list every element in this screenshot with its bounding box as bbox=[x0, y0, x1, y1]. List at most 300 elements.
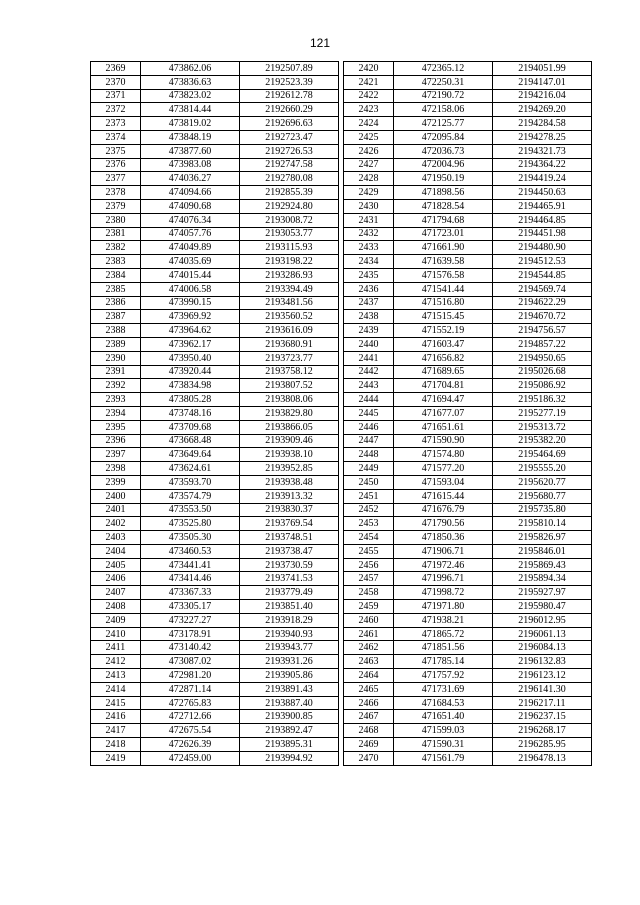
table-row bbox=[91, 462, 339, 476]
y-coordinate-cell: 2192507.89 bbox=[240, 62, 339, 76]
point-number-cell: 2370 bbox=[91, 75, 141, 89]
point-number-cell: 2372 bbox=[91, 103, 141, 117]
y-coordinate-cell: 2193008.72 bbox=[240, 213, 339, 227]
point-number-cell: 2382 bbox=[91, 241, 141, 255]
y-coordinate-cell: 2193866.05 bbox=[240, 420, 339, 434]
y-coordinate-cell: 2196478.13 bbox=[493, 751, 592, 765]
x-coordinate-cell: 472095.84 bbox=[394, 130, 493, 144]
point-number-cell: 2386 bbox=[91, 296, 141, 310]
table-row bbox=[91, 627, 339, 641]
table-row bbox=[344, 172, 592, 186]
point-number-cell: 2407 bbox=[91, 586, 141, 600]
table-row bbox=[344, 751, 592, 765]
x-coordinate-cell: 474094.66 bbox=[141, 186, 240, 200]
table-row bbox=[344, 613, 592, 627]
x-coordinate-cell: 471794.68 bbox=[394, 213, 493, 227]
table-row bbox=[344, 489, 592, 503]
y-coordinate-cell: 2193198.22 bbox=[240, 255, 339, 269]
y-coordinate-cell: 2194321.73 bbox=[493, 144, 592, 158]
x-coordinate-cell: 473748.16 bbox=[141, 406, 240, 420]
y-coordinate-cell: 2196132.83 bbox=[493, 655, 592, 669]
point-number-cell: 2459 bbox=[344, 600, 394, 614]
y-coordinate-cell: 2194419.24 bbox=[493, 172, 592, 186]
point-number-cell: 2418 bbox=[91, 738, 141, 752]
point-number-cell: 2436 bbox=[344, 282, 394, 296]
x-coordinate-cell: 473649.64 bbox=[141, 448, 240, 462]
table-row bbox=[344, 503, 592, 517]
table-row bbox=[344, 89, 592, 103]
x-coordinate-cell: 471661.90 bbox=[394, 241, 493, 255]
y-coordinate-cell: 2194857.22 bbox=[493, 337, 592, 351]
y-coordinate-cell: 2194216.04 bbox=[493, 89, 592, 103]
y-coordinate-cell: 2196012.95 bbox=[493, 613, 592, 627]
point-number-cell: 2404 bbox=[91, 544, 141, 558]
x-coordinate-cell: 474049.89 bbox=[141, 241, 240, 255]
x-coordinate-cell: 474090.68 bbox=[141, 199, 240, 213]
point-number-cell: 2391 bbox=[91, 365, 141, 379]
table-row bbox=[91, 351, 339, 365]
table-row bbox=[344, 158, 592, 172]
y-coordinate-cell: 2195826.97 bbox=[493, 531, 592, 545]
point-number-cell: 2395 bbox=[91, 420, 141, 434]
y-coordinate-cell: 2193913.32 bbox=[240, 489, 339, 503]
y-coordinate-cell: 2193481.56 bbox=[240, 296, 339, 310]
x-coordinate-cell: 471639.58 bbox=[394, 255, 493, 269]
page-number: 121 bbox=[309, 36, 331, 50]
table-row bbox=[91, 682, 339, 696]
x-coordinate-cell: 473460.53 bbox=[141, 544, 240, 558]
y-coordinate-cell: 2195555.20 bbox=[493, 462, 592, 476]
y-coordinate-cell: 2194670.72 bbox=[493, 310, 592, 324]
table-row bbox=[91, 475, 339, 489]
x-coordinate-cell: 473553.50 bbox=[141, 503, 240, 517]
point-number-cell: 2394 bbox=[91, 406, 141, 420]
point-number-cell: 2448 bbox=[344, 448, 394, 462]
y-coordinate-cell: 2193895.31 bbox=[240, 738, 339, 752]
point-number-cell: 2451 bbox=[344, 489, 394, 503]
table-row bbox=[344, 655, 592, 669]
point-number-cell: 2455 bbox=[344, 544, 394, 558]
y-coordinate-cell: 2194284.58 bbox=[493, 117, 592, 131]
point-number-cell: 2437 bbox=[344, 296, 394, 310]
y-coordinate-cell: 2193909.46 bbox=[240, 434, 339, 448]
table-row bbox=[91, 669, 339, 683]
y-coordinate-cell: 2196141.30 bbox=[493, 682, 592, 696]
point-number-cell: 2371 bbox=[91, 89, 141, 103]
point-number-cell: 2469 bbox=[344, 738, 394, 752]
table-row bbox=[91, 268, 339, 282]
point-number-cell: 2405 bbox=[91, 558, 141, 572]
y-coordinate-cell: 2195086.92 bbox=[493, 379, 592, 393]
table-row bbox=[344, 406, 592, 420]
point-number-cell: 2465 bbox=[344, 682, 394, 696]
point-number-cell: 2377 bbox=[91, 172, 141, 186]
x-coordinate-cell: 473140.42 bbox=[141, 641, 240, 655]
y-coordinate-cell: 2195382.20 bbox=[493, 434, 592, 448]
x-coordinate-cell: 473668.48 bbox=[141, 434, 240, 448]
y-coordinate-cell: 2193680.91 bbox=[240, 337, 339, 351]
y-coordinate-cell: 2193748.51 bbox=[240, 531, 339, 545]
point-number-cell: 2376 bbox=[91, 158, 141, 172]
table-row bbox=[344, 351, 592, 365]
table-row bbox=[344, 448, 592, 462]
y-coordinate-cell: 2194051.99 bbox=[493, 62, 592, 76]
y-coordinate-cell: 2193738.47 bbox=[240, 544, 339, 558]
y-coordinate-cell: 2193994.92 bbox=[240, 751, 339, 765]
table-row bbox=[91, 172, 339, 186]
y-coordinate-cell: 2193905.86 bbox=[240, 669, 339, 683]
x-coordinate-cell: 471704.81 bbox=[394, 379, 493, 393]
y-coordinate-cell: 2195869.43 bbox=[493, 558, 592, 572]
x-coordinate-cell: 474035.69 bbox=[141, 255, 240, 269]
table-row bbox=[91, 89, 339, 103]
y-coordinate-cell: 2193115.93 bbox=[240, 241, 339, 255]
y-coordinate-cell: 2195680.77 bbox=[493, 489, 592, 503]
x-coordinate-cell: 471577.20 bbox=[394, 462, 493, 476]
table-row bbox=[91, 710, 339, 724]
point-number-cell: 2373 bbox=[91, 117, 141, 131]
y-coordinate-cell: 2193616.09 bbox=[240, 324, 339, 338]
x-coordinate-cell: 474036.27 bbox=[141, 172, 240, 186]
table-row bbox=[344, 117, 592, 131]
y-coordinate-cell: 2193938.10 bbox=[240, 448, 339, 462]
y-coordinate-cell: 2193741.53 bbox=[240, 572, 339, 586]
table-row bbox=[91, 213, 339, 227]
x-coordinate-cell: 472190.72 bbox=[394, 89, 493, 103]
y-coordinate-cell: 2192726.53 bbox=[240, 144, 339, 158]
x-coordinate-cell: 471541.44 bbox=[394, 282, 493, 296]
point-number-cell: 2426 bbox=[344, 144, 394, 158]
point-number-cell: 2428 bbox=[344, 172, 394, 186]
table-row bbox=[91, 696, 339, 710]
point-number-cell: 2458 bbox=[344, 586, 394, 600]
point-number-cell: 2411 bbox=[91, 641, 141, 655]
point-number-cell: 2410 bbox=[91, 627, 141, 641]
x-coordinate-cell: 471561.79 bbox=[394, 751, 493, 765]
table-row bbox=[91, 241, 339, 255]
y-coordinate-cell: 2193887.40 bbox=[240, 696, 339, 710]
table-row bbox=[344, 213, 592, 227]
point-number-cell: 2374 bbox=[91, 130, 141, 144]
y-coordinate-cell: 2193053.77 bbox=[240, 227, 339, 241]
point-number-cell: 2406 bbox=[91, 572, 141, 586]
table-row bbox=[91, 572, 339, 586]
table-row bbox=[91, 199, 339, 213]
table-row bbox=[344, 324, 592, 338]
point-number-cell: 2383 bbox=[91, 255, 141, 269]
x-coordinate-cell: 473920.44 bbox=[141, 365, 240, 379]
point-number-cell: 2461 bbox=[344, 627, 394, 641]
point-number-cell: 2415 bbox=[91, 696, 141, 710]
y-coordinate-cell: 2193938.48 bbox=[240, 475, 339, 489]
table-row bbox=[91, 186, 339, 200]
x-coordinate-cell: 471590.90 bbox=[394, 434, 493, 448]
x-coordinate-cell: 471593.04 bbox=[394, 475, 493, 489]
table-row bbox=[91, 724, 339, 738]
x-coordinate-cell: 471865.72 bbox=[394, 627, 493, 641]
point-number-cell: 2449 bbox=[344, 462, 394, 476]
x-coordinate-cell: 473862.06 bbox=[141, 62, 240, 76]
point-number-cell: 2464 bbox=[344, 669, 394, 683]
x-coordinate-cell: 473834.98 bbox=[141, 379, 240, 393]
point-number-cell: 2388 bbox=[91, 324, 141, 338]
x-coordinate-cell: 473990.15 bbox=[141, 296, 240, 310]
table-row bbox=[91, 103, 339, 117]
y-coordinate-cell: 2193758.12 bbox=[240, 365, 339, 379]
table-row bbox=[344, 544, 592, 558]
x-coordinate-cell: 474015.44 bbox=[141, 268, 240, 282]
point-number-cell: 2438 bbox=[344, 310, 394, 324]
y-coordinate-cell: 2193829.80 bbox=[240, 406, 339, 420]
point-number-cell: 2420 bbox=[344, 62, 394, 76]
y-coordinate-cell: 2195980.47 bbox=[493, 600, 592, 614]
y-coordinate-cell: 2193286.93 bbox=[240, 268, 339, 282]
x-coordinate-cell: 471694.47 bbox=[394, 393, 493, 407]
table-row bbox=[91, 600, 339, 614]
x-coordinate-cell: 471651.40 bbox=[394, 710, 493, 724]
point-number-cell: 2467 bbox=[344, 710, 394, 724]
table-row bbox=[344, 393, 592, 407]
x-coordinate-cell: 473505.30 bbox=[141, 531, 240, 545]
y-coordinate-cell: 2195735.80 bbox=[493, 503, 592, 517]
x-coordinate-cell: 473950.40 bbox=[141, 351, 240, 365]
y-coordinate-cell: 2193723.77 bbox=[240, 351, 339, 365]
point-number-cell: 2442 bbox=[344, 365, 394, 379]
point-number-cell: 2396 bbox=[91, 434, 141, 448]
x-coordinate-cell: 471731.69 bbox=[394, 682, 493, 696]
y-coordinate-cell: 2194622.29 bbox=[493, 296, 592, 310]
x-coordinate-cell: 473414.46 bbox=[141, 572, 240, 586]
point-number-cell: 2412 bbox=[91, 655, 141, 669]
y-coordinate-cell: 2196237.15 bbox=[493, 710, 592, 724]
x-coordinate-cell: 473624.61 bbox=[141, 462, 240, 476]
x-coordinate-cell: 472712.66 bbox=[141, 710, 240, 724]
x-coordinate-cell: 473593.70 bbox=[141, 475, 240, 489]
y-coordinate-cell: 2193940.93 bbox=[240, 627, 339, 641]
table-row bbox=[344, 738, 592, 752]
y-coordinate-cell: 2195810.14 bbox=[493, 517, 592, 531]
point-number-cell: 2393 bbox=[91, 393, 141, 407]
y-coordinate-cell: 2193730.59 bbox=[240, 558, 339, 572]
y-coordinate-cell: 2192723.47 bbox=[240, 130, 339, 144]
y-coordinate-cell: 2193892.47 bbox=[240, 724, 339, 738]
table-row bbox=[344, 282, 592, 296]
y-coordinate-cell: 2193779.49 bbox=[240, 586, 339, 600]
point-number-cell: 2446 bbox=[344, 420, 394, 434]
point-number-cell: 2429 bbox=[344, 186, 394, 200]
x-coordinate-cell: 472125.77 bbox=[394, 117, 493, 131]
y-coordinate-cell: 2195186.32 bbox=[493, 393, 592, 407]
x-coordinate-cell: 473305.17 bbox=[141, 600, 240, 614]
table-row bbox=[91, 227, 339, 241]
table-row bbox=[91, 517, 339, 531]
table-row bbox=[91, 406, 339, 420]
point-number-cell: 2380 bbox=[91, 213, 141, 227]
table-row bbox=[91, 324, 339, 338]
point-number-cell: 2468 bbox=[344, 724, 394, 738]
x-coordinate-cell: 471677.07 bbox=[394, 406, 493, 420]
y-coordinate-cell: 2194512.53 bbox=[493, 255, 592, 269]
y-coordinate-cell: 2192660.29 bbox=[240, 103, 339, 117]
x-coordinate-cell: 471590.31 bbox=[394, 738, 493, 752]
x-coordinate-cell: 474006.58 bbox=[141, 282, 240, 296]
point-number-cell: 2433 bbox=[344, 241, 394, 255]
x-coordinate-cell: 471972.46 bbox=[394, 558, 493, 572]
y-coordinate-cell: 2194950.65 bbox=[493, 351, 592, 365]
table-row bbox=[344, 517, 592, 531]
table-row bbox=[344, 627, 592, 641]
x-coordinate-cell: 471615.44 bbox=[394, 489, 493, 503]
table-row bbox=[91, 144, 339, 158]
point-number-cell: 2369 bbox=[91, 62, 141, 76]
point-number-cell: 2375 bbox=[91, 144, 141, 158]
point-number-cell: 2432 bbox=[344, 227, 394, 241]
x-coordinate-cell: 471938.21 bbox=[394, 613, 493, 627]
table-row bbox=[91, 586, 339, 600]
point-number-cell: 2434 bbox=[344, 255, 394, 269]
x-coordinate-cell: 472871.14 bbox=[141, 682, 240, 696]
x-coordinate-cell: 473836.63 bbox=[141, 75, 240, 89]
x-coordinate-cell: 471971.80 bbox=[394, 600, 493, 614]
x-coordinate-cell: 473227.27 bbox=[141, 613, 240, 627]
point-number-cell: 2454 bbox=[344, 531, 394, 545]
point-number-cell: 2390 bbox=[91, 351, 141, 365]
y-coordinate-cell: 2194450.63 bbox=[493, 186, 592, 200]
table-row bbox=[344, 420, 592, 434]
table-row bbox=[344, 586, 592, 600]
table-row bbox=[91, 62, 339, 76]
table-row bbox=[344, 75, 592, 89]
x-coordinate-cell: 473983.08 bbox=[141, 158, 240, 172]
y-coordinate-cell: 2192855.39 bbox=[240, 186, 339, 200]
point-number-cell: 2447 bbox=[344, 434, 394, 448]
table-row bbox=[344, 558, 592, 572]
y-coordinate-cell: 2195464.69 bbox=[493, 448, 592, 462]
y-coordinate-cell: 2195026.68 bbox=[493, 365, 592, 379]
table-row bbox=[91, 544, 339, 558]
table-row bbox=[91, 434, 339, 448]
x-coordinate-cell: 471851.56 bbox=[394, 641, 493, 655]
y-coordinate-cell: 2193952.85 bbox=[240, 462, 339, 476]
table-row bbox=[344, 186, 592, 200]
y-coordinate-cell: 2193900.85 bbox=[240, 710, 339, 724]
y-coordinate-cell: 2195620.77 bbox=[493, 475, 592, 489]
table-row bbox=[91, 393, 339, 407]
x-coordinate-cell: 471684.53 bbox=[394, 696, 493, 710]
x-coordinate-cell: 471574.80 bbox=[394, 448, 493, 462]
point-number-cell: 2378 bbox=[91, 186, 141, 200]
y-coordinate-cell: 2194364.22 bbox=[493, 158, 592, 172]
table-row bbox=[344, 462, 592, 476]
table-row bbox=[91, 158, 339, 172]
point-number-cell: 2470 bbox=[344, 751, 394, 765]
point-number-cell: 2427 bbox=[344, 158, 394, 172]
x-coordinate-cell: 472675.54 bbox=[141, 724, 240, 738]
x-coordinate-cell: 473814.44 bbox=[141, 103, 240, 117]
y-coordinate-cell: 2196061.13 bbox=[493, 627, 592, 641]
y-coordinate-cell: 2193769.54 bbox=[240, 517, 339, 531]
point-number-cell: 2400 bbox=[91, 489, 141, 503]
y-coordinate-cell: 2193560.52 bbox=[240, 310, 339, 324]
table-row bbox=[91, 489, 339, 503]
table-row bbox=[91, 751, 339, 765]
y-coordinate-cell: 2194464.85 bbox=[493, 213, 592, 227]
x-coordinate-cell: 472250.31 bbox=[394, 75, 493, 89]
y-coordinate-cell: 2194451.98 bbox=[493, 227, 592, 241]
y-coordinate-cell: 2192612.78 bbox=[240, 89, 339, 103]
point-number-cell: 2413 bbox=[91, 669, 141, 683]
x-coordinate-cell: 471689.65 bbox=[394, 365, 493, 379]
y-coordinate-cell: 2194544.85 bbox=[493, 268, 592, 282]
x-coordinate-cell: 473823.02 bbox=[141, 89, 240, 103]
x-coordinate-cell: 471898.56 bbox=[394, 186, 493, 200]
table-row bbox=[344, 475, 592, 489]
y-coordinate-cell: 2195313.72 bbox=[493, 420, 592, 434]
x-coordinate-cell: 473178.91 bbox=[141, 627, 240, 641]
point-number-cell: 2379 bbox=[91, 199, 141, 213]
point-number-cell: 2452 bbox=[344, 503, 394, 517]
y-coordinate-cell: 2193394.49 bbox=[240, 282, 339, 296]
x-coordinate-cell: 473805.28 bbox=[141, 393, 240, 407]
point-number-cell: 2389 bbox=[91, 337, 141, 351]
point-number-cell: 2401 bbox=[91, 503, 141, 517]
y-coordinate-cell: 2194480.90 bbox=[493, 241, 592, 255]
y-coordinate-cell: 2192523.39 bbox=[240, 75, 339, 89]
x-coordinate-cell: 472981.20 bbox=[141, 669, 240, 683]
point-number-cell: 2403 bbox=[91, 531, 141, 545]
table-row bbox=[91, 310, 339, 324]
x-coordinate-cell: 473574.79 bbox=[141, 489, 240, 503]
table-row bbox=[344, 724, 592, 738]
table-row bbox=[91, 255, 339, 269]
point-number-cell: 2397 bbox=[91, 448, 141, 462]
y-coordinate-cell: 2192747.58 bbox=[240, 158, 339, 172]
y-coordinate-cell: 2196268.17 bbox=[493, 724, 592, 738]
y-coordinate-cell: 2194278.25 bbox=[493, 130, 592, 144]
y-coordinate-cell: 2196123.12 bbox=[493, 669, 592, 683]
x-coordinate-cell: 472459.00 bbox=[141, 751, 240, 765]
x-coordinate-cell: 472626.39 bbox=[141, 738, 240, 752]
y-coordinate-cell: 2193830.37 bbox=[240, 503, 339, 517]
x-coordinate-cell: 471850.36 bbox=[394, 531, 493, 545]
table-row bbox=[91, 503, 339, 517]
table-row bbox=[344, 337, 592, 351]
table-row bbox=[344, 710, 592, 724]
x-coordinate-cell: 471906.71 bbox=[394, 544, 493, 558]
x-coordinate-cell: 471552.19 bbox=[394, 324, 493, 338]
point-number-cell: 2399 bbox=[91, 475, 141, 489]
y-coordinate-cell: 2195894.34 bbox=[493, 572, 592, 586]
point-number-cell: 2409 bbox=[91, 613, 141, 627]
point-number-cell: 2417 bbox=[91, 724, 141, 738]
table-row bbox=[344, 600, 592, 614]
table-row bbox=[91, 448, 339, 462]
point-number-cell: 2431 bbox=[344, 213, 394, 227]
point-number-cell: 2416 bbox=[91, 710, 141, 724]
y-coordinate-cell: 2192780.08 bbox=[240, 172, 339, 186]
point-number-cell: 2430 bbox=[344, 199, 394, 213]
x-coordinate-cell: 473877.60 bbox=[141, 144, 240, 158]
y-coordinate-cell: 2193931.26 bbox=[240, 655, 339, 669]
point-number-cell: 2424 bbox=[344, 117, 394, 131]
point-number-cell: 2384 bbox=[91, 268, 141, 282]
table-row bbox=[91, 117, 339, 131]
x-coordinate-cell: 472765.83 bbox=[141, 696, 240, 710]
point-number-cell: 2385 bbox=[91, 282, 141, 296]
table-row bbox=[91, 75, 339, 89]
point-number-cell: 2460 bbox=[344, 613, 394, 627]
x-coordinate-cell: 473441.41 bbox=[141, 558, 240, 572]
